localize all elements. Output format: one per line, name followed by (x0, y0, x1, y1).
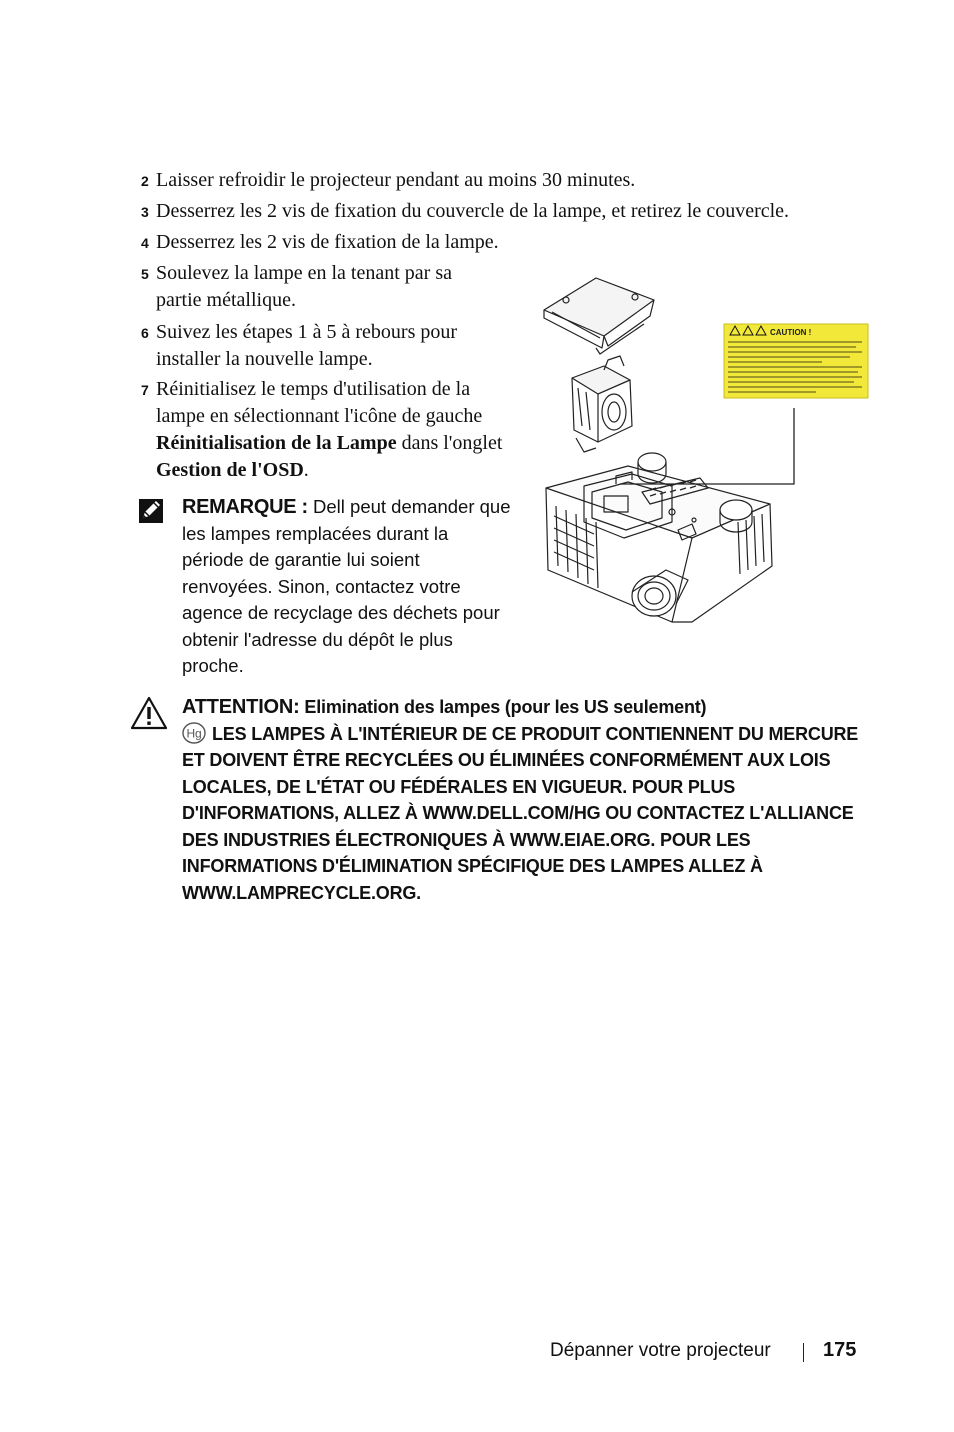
caution-line: WWW.LAMPRECYCLE.ORG. (182, 882, 421, 903)
step-number: 3 (141, 204, 149, 220)
caution-label-sticker (724, 324, 868, 398)
step-number: 6 (141, 325, 149, 341)
warning-triangle-icon (130, 696, 168, 730)
step-number: 7 (141, 382, 149, 398)
note-line: période de garantie lui soient (182, 549, 420, 570)
caution-subtitle: Elimination des lampes (pour les US seulement) (299, 697, 707, 717)
caution-line (182, 721, 872, 748)
lamp-cover-drawing (544, 278, 654, 354)
note-text: Dell peut demander que (307, 496, 511, 517)
note-body (182, 494, 522, 680)
step-text: Laisser refroidir le projecteur pendant au moins 30 minutes. (156, 169, 636, 191)
caution-heading (182, 694, 872, 721)
footer-section-title: Dépanner votre projecteur (550, 1340, 771, 1361)
step-text-line (156, 457, 502, 484)
footer-divider (803, 1343, 804, 1362)
step-text-line: lampe en sélectionnant l'icône de gauche (156, 405, 483, 427)
lamp-replacement-illustration (532, 270, 872, 632)
page-footer (540, 1338, 870, 1366)
caution-line: ET DOIVENT ÊTRE RECYCLÉES OU ÉLIMINÉES CONFORMÉMENT AUX LOIS (182, 750, 831, 770)
note-line: renvoyées. Sinon, contactez votre (182, 575, 461, 597)
step-2 (141, 167, 635, 194)
step-number: 5 (141, 266, 149, 282)
step-text-line: Réinitialisez le temps d'utilisation de la (156, 378, 471, 400)
step-text-line: Suivez les étapes 1 à 5 à rebours pour (156, 321, 458, 343)
menu-item-reset-lamp: Réinitialisation de la Lampe (156, 432, 397, 454)
note-line: les lampes remplacées durant la (182, 522, 449, 544)
hg-symbol-text: Hg (186, 726, 202, 740)
step-text-line (156, 430, 502, 457)
note-first-line (182, 494, 522, 521)
step-text: Desserrez les 2 vis de fixation du couvercle de la lampe, et retirez le couvercle. (156, 200, 790, 222)
menu-tab-osd-management: Gestion de l'OSD (156, 459, 304, 481)
step-7 (141, 376, 502, 484)
step-5 (141, 260, 452, 314)
step-text-line: Soulevez la lampe en la tenant par sa (156, 262, 452, 284)
note-line: obtenir l'adresse du dépôt le plus (182, 628, 453, 650)
projector-body-drawing (546, 453, 772, 622)
caution-line: INFORMATIONS D'ÉLIMINATION SPÉCIFIQUE DES LAMPES ALLEZ À (182, 856, 763, 876)
note-line: proche. (182, 655, 244, 676)
caution-text: LES LAMPES À L'INTÉRIEUR DE CE PRODUIT CONTIENNENT DU MERCURE (212, 723, 859, 744)
pencil-note-icon (138, 498, 164, 524)
step-number: 2 (141, 173, 149, 189)
caution-line: DES INDUSTRIES ÉLECTRONIQUES À WWW.EIAE.ORG. POUR LES (182, 829, 751, 850)
mercury-hg-icon (182, 722, 206, 744)
step-number: 4 (141, 235, 149, 251)
step-6 (141, 319, 457, 373)
caution-line: D'INFORMATIONS, ALLEZ À WWW.DELL.COM/HG OU CONTACTEZ L'ALLIANCE (182, 803, 854, 823)
note-title: REMARQUE : (182, 496, 308, 518)
step-4 (141, 229, 499, 256)
caution-line: LOCALES, DE L'ÉTAT OU FÉDÉRALES EN VIGUEUR. POUR PLUS (182, 776, 736, 797)
step-text-line: installer la nouvelle lampe. (156, 348, 373, 370)
step-text: Desserrez les 2 vis de fixation de la lampe. (156, 231, 499, 253)
step-text-fragment: dans l'onglet (396, 432, 503, 454)
caution-body (182, 694, 872, 906)
page-number: 175 (823, 1339, 857, 1361)
note-line: agence de recyclage des déchets pour (182, 602, 500, 623)
step-3 (141, 198, 789, 225)
caution-label-heading: CAUTION ! (770, 328, 812, 337)
step-text-fragment: . (303, 459, 309, 481)
caution-title: ATTENTION: (182, 696, 300, 718)
step-text-line: partie métallique. (156, 289, 296, 311)
lamp-module-drawing (572, 356, 632, 452)
